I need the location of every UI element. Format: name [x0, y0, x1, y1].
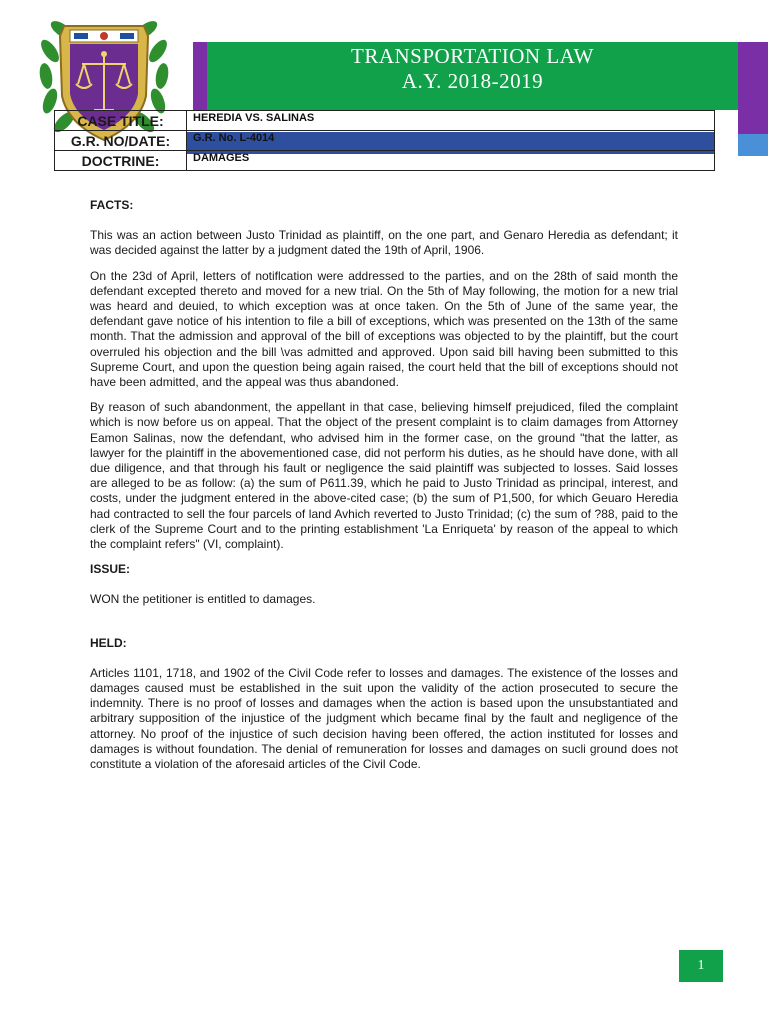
facts-paragraph-1: This was an action between Justo Trinidad as plaintiff, on the one part, and Genaro Heredia as defendant; it was decided against the latter by a judgment dated the 19th of April, 1906. [90, 228, 678, 258]
gr-no-value: G.R. No. L-4014 [187, 131, 715, 151]
title-line-2: A.Y. 2018-2019 [401, 69, 544, 93]
page-number-badge: 1 [679, 950, 723, 982]
issue-heading: ISSUE: [90, 562, 131, 577]
table-row [55, 151, 715, 171]
case-info-table [54, 110, 715, 171]
title-line-1: TRANSPORTATION LAW [351, 44, 594, 68]
doctrine-value: DAMAGES [187, 151, 715, 171]
held-heading: HELD: [90, 635, 127, 650]
case-digest-body [90, 198, 678, 782]
header-accent-purple-right [738, 42, 768, 134]
gr-no-label: G.R. NO/DATE: [55, 131, 187, 151]
held-text: Articles 1101, 1718, and 1902 of the Civil Code refer to losses and damages. The existence of the losses and damages caused must be established in the suit upon the validity of the action prosecuted to secure the indemnity. There is no proof of losses and damages when the action is based upon the unsubstantiated and arbitrary supposition of the injustice of the judgment which became final by the fault and negligence of the attorney. No proof of the injustice of such decision having been offered, the action instituted for losses and damages is without foundation. The denial of remuneration for losses and damages on sucli ground does not constitute a violation of the aforesaid articles of the Civil Code. [90, 665, 678, 772]
issue-text: WON the petitioner is entitled to damages. [90, 592, 316, 607]
spacer [90, 618, 678, 636]
facts-paragraph-3: By reason of such abandonment, the appellant in that case, believing himself prejudiced, filed the complaint which is now before us on appeal. That the object of the present complaint is to claim damages from Attorney Eamon Salinas, now the defendant, who advised him in the former case, on the ground "that the latter, as lawyer for the plaintiff in the abovementioned case, did not perform his duties, as he should have done, with all due diligence, and that through his fault or negligence the said plaintiff was subjected to losses. Said losses are alleged to be as follow: (a) the sum of P611.39, which he paid to Justo Trinidad as principal, interest, and costs, under the judgment entered in the above-cited case; (b) the sum of P1,500, for which Geuaro Heredia had contracted to sell the four parcels of land Avhich reverted to Justo Trinidad; (c) the sum of ?88, paid to the clerk of the Supreme Court and to the printing establishment 'La Enriqueta' by reason of the appeal to which the complaint refers" (VI, complaint). [90, 400, 678, 552]
case-title-value: HEREDIA VS. SALINAS [187, 111, 715, 131]
doctrine-label: DOCTRINE: [55, 151, 187, 171]
table-row [55, 111, 715, 131]
header-accent-purple-left [193, 42, 207, 110]
facts-paragraph-2: On the 23d of April, letters of notiflcation were addressed to the parties, and on the 28th of said month the defendant excepted thereto and moved for a new trial. On the 5th of May following, the motion for a new trial was heard and deuied, to which exception was at once taken. On the 5th of June of the same year, the defendant gave notice of his intention to file a bill of exceptions, which was presented on the 13th of the same month. That the admission and approval of the bill of exceptions was objected to by the plaintiff, but the court overruled his objection and the bill \vas admitted and approved. Upon said bill having been submitted to this Supreme Court, and upon the question being again raised, the court held that the bill of exceptions should not have been admitted, and the appeal was thus abandoned. [90, 268, 678, 390]
case-title-label: CASE TITLE: [55, 111, 187, 131]
facts-heading: FACTS: [90, 198, 134, 212]
header-accent-blue-right [738, 134, 768, 156]
table-row [55, 131, 715, 151]
page-title [207, 44, 738, 94]
